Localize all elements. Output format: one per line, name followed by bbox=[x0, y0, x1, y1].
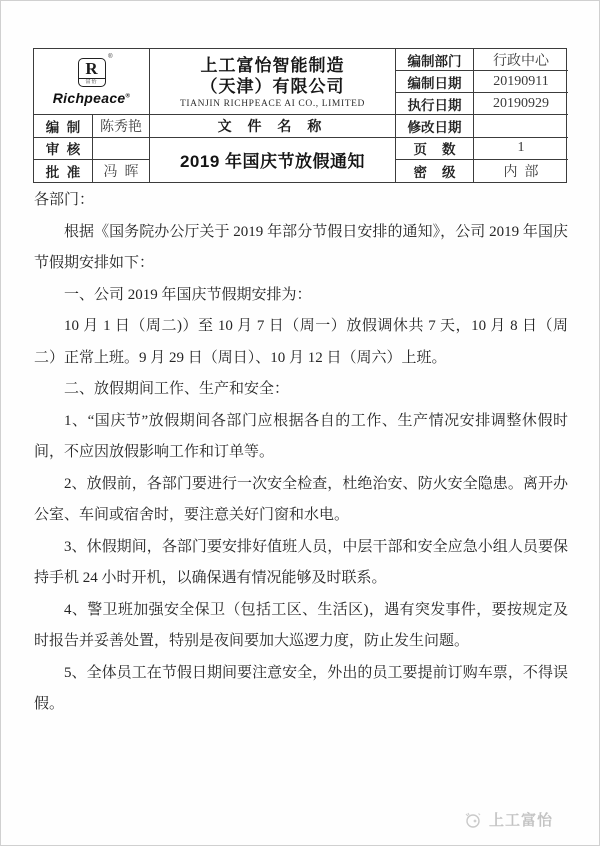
paragraph: 2、放假前，各部门要进行一次安全检查，杜绝治安、防火安全隐患。离开办公室、车间或宿舍时，要注意关好门窗和水电。 bbox=[34, 475, 568, 523]
company-name-line1: 上工富怡智能制造 bbox=[200, 55, 345, 75]
author-value-text: 陈秀艳 bbox=[100, 120, 142, 136]
author-label-approved bbox=[34, 160, 93, 182]
registered-mark-icon: ® bbox=[108, 53, 113, 60]
author-value-approved bbox=[93, 160, 150, 182]
meta-label-dept bbox=[396, 49, 474, 71]
watermark-text: 上工富怡 bbox=[488, 812, 553, 829]
footer-watermark bbox=[463, 809, 553, 830]
author-label-text: 审 核 bbox=[45, 142, 81, 158]
meta-label-classification bbox=[396, 160, 474, 182]
author-label-text: 编 制 bbox=[45, 120, 81, 136]
author-value-reviewed bbox=[93, 138, 150, 160]
meta-value-text: 1 bbox=[517, 140, 525, 156]
meta-value-pages bbox=[474, 138, 568, 160]
richpeace-watermark-icon bbox=[463, 810, 483, 830]
doc-title-cell bbox=[150, 138, 396, 182]
brand-text: Richpeace bbox=[52, 89, 126, 106]
author-value-text: 冯 晖 bbox=[103, 164, 139, 180]
meta-label-pages bbox=[396, 138, 474, 160]
meta-value-create-date bbox=[474, 71, 568, 93]
salutation: 各部门： bbox=[34, 192, 95, 208]
doc-name-label: 文 件 名 称 bbox=[217, 118, 328, 135]
meta-value-classification bbox=[474, 160, 568, 182]
meta-value-dept bbox=[474, 49, 568, 71]
logo-sub-mark: 富怡 bbox=[79, 78, 105, 86]
logo-r-letter: R bbox=[85, 58, 98, 78]
author-label-reviewed bbox=[34, 138, 93, 160]
meta-label-create-date bbox=[396, 71, 474, 93]
richpeace-logo-icon bbox=[52, 53, 131, 106]
meta-value-text: 行政中心 bbox=[493, 53, 549, 69]
meta-label-text: 密 级 bbox=[413, 164, 456, 180]
header-table bbox=[33, 48, 567, 183]
paragraph: 一、公司 2019 年国庆节假期安排为： bbox=[64, 286, 312, 303]
company-name-cell bbox=[150, 49, 396, 115]
paragraph: 1、“国庆节”放假期间各部门应根据各自的工作、生产情况安排调整休假时间，不应因放假影响工作和订单等。 bbox=[34, 412, 568, 460]
paragraph: 4、警卫班加强安全保卫（包括工区、生活区)，遇有突发事件，要按规定及时报告并妥善处置，特别是夜间要加大巡逻力度，防止发生问题。 bbox=[34, 601, 568, 649]
author-value-prepared bbox=[93, 115, 150, 137]
registered-mark-icon: ® bbox=[125, 93, 131, 100]
doc-title: 2019 年国庆节放假通知 bbox=[179, 152, 366, 172]
meta-label-text: 编制部门 bbox=[407, 53, 462, 69]
meta-label-revision-date bbox=[396, 115, 474, 137]
meta-value-effective-date bbox=[474, 93, 568, 115]
meta-value-text: 20190911 bbox=[493, 73, 549, 89]
paragraph: 二、放假期间工作、生产和安全： bbox=[64, 381, 290, 397]
company-name-line2: （天津）有限公司 bbox=[200, 76, 345, 96]
author-label-text: 批 准 bbox=[45, 164, 81, 180]
logo-cell bbox=[34, 49, 150, 115]
meta-value-text: 内 部 bbox=[503, 164, 539, 180]
meta-label-effective-date bbox=[396, 93, 474, 115]
meta-value-revision-date bbox=[474, 115, 568, 137]
meta-label-text: 执行日期 bbox=[407, 97, 462, 113]
meta-label-text: 修改日期 bbox=[407, 120, 462, 136]
paragraph: 根据《国务院办公厅关于 2019 年部分节假日安排的通知》，公司 2019 年国庆节假期安排如下： bbox=[34, 223, 568, 271]
author-label-prepared bbox=[34, 115, 93, 137]
paragraph: 3、休假期间，各部门要安排好值班人员，中层干部和安全应急小组人员要保持手机 24 小时开机，以确保遇有情况能够及时联系。 bbox=[34, 538, 568, 586]
paragraph: 5、全体员工在节假日期间要注意安全，外出的员工要提前订购车票，不得误假。 bbox=[34, 664, 568, 712]
meta-label-text: 页 数 bbox=[413, 142, 456, 158]
doc-name-label-cell bbox=[150, 115, 396, 137]
meta-value-text: 20190929 bbox=[493, 95, 549, 111]
paragraph: 10 月 1 日（周二)）至 10 月 7 日（周一）放假调休共 7 天，10 月 8 日（周二）正常上班。9 月 29 日（周日）、10 月 12 日（周六）上班。 bbox=[34, 318, 568, 366]
brand-wordmark bbox=[53, 90, 130, 106]
notice-body bbox=[34, 185, 568, 721]
company-name-english: TIANJIN RICHPEACE AI CO., LIMITED bbox=[180, 98, 365, 109]
meta-label-text: 编制日期 bbox=[407, 75, 462, 91]
